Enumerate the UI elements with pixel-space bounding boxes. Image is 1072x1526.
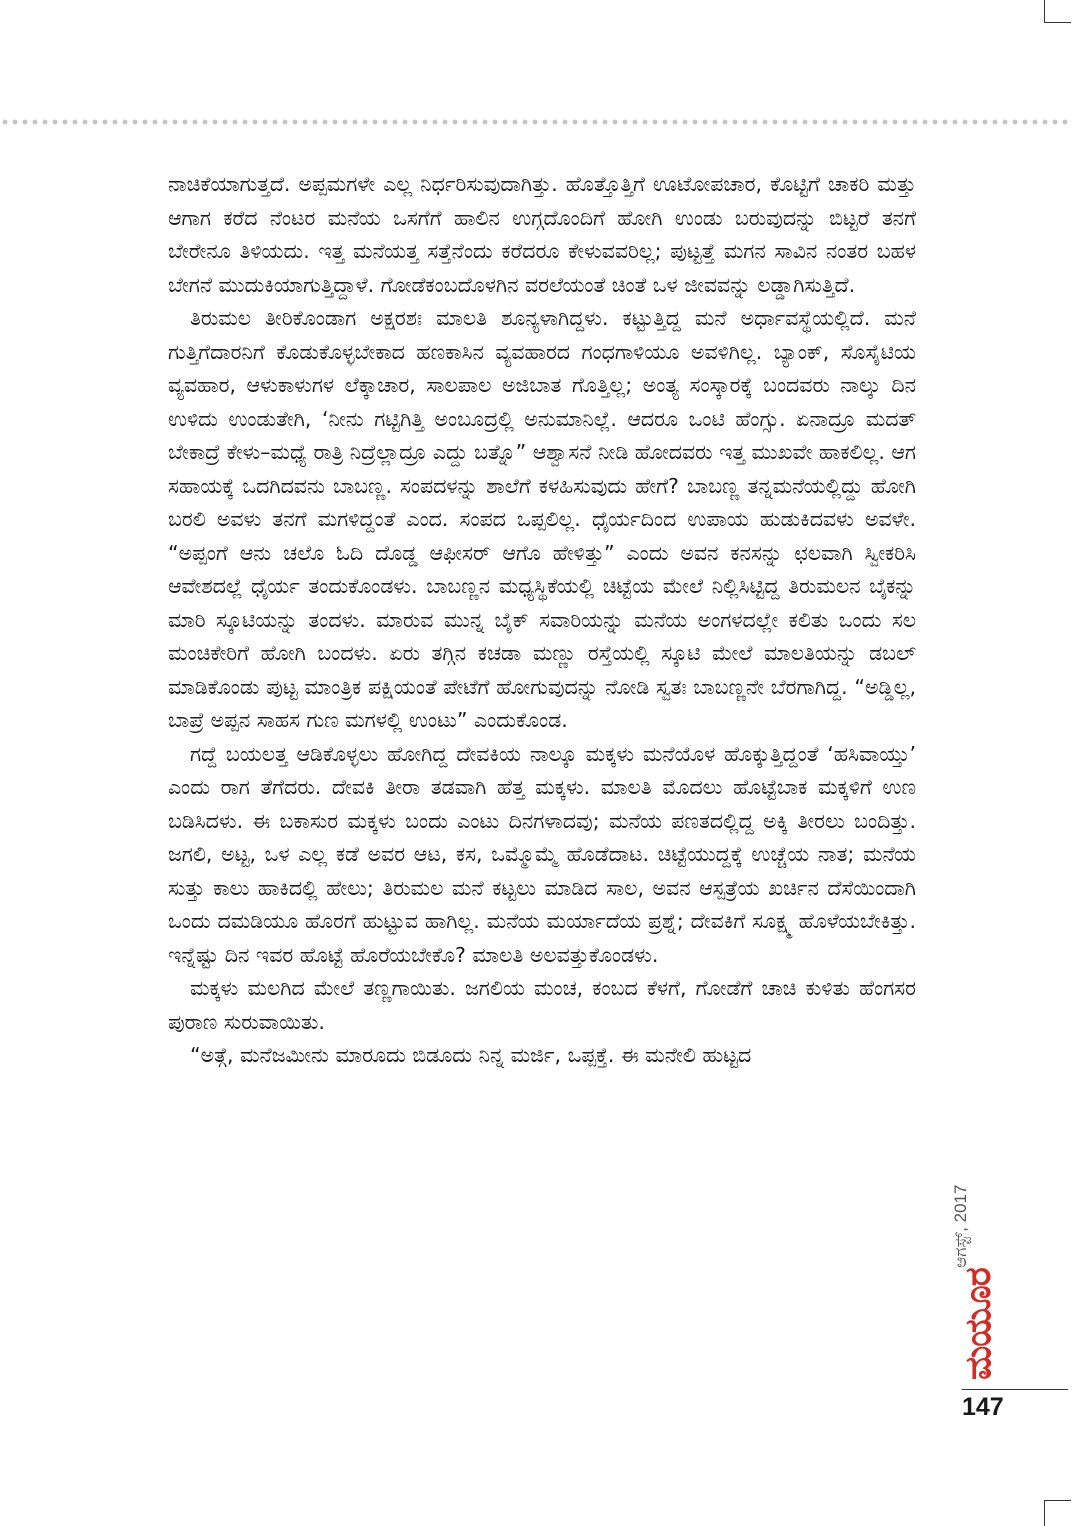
paragraph-1: ನಾಚಿಕೆಯಾಗುತ್ತದೆ. ಅಪ್ಪಮಗಳೇ ಎಲ್ಲ ನಿರ್ಧರಿಸುವುದಾಗಿತ್ತು. ಹೊತ್ತೊತ್ತಿಗೆ ಊಟೋಪಚಾರ, ಕೊಟ್ಟಿಗೆ ಚಾಕರಿ ಮತ್ತು ಆಗಾಗ ಕರೆದ ನೆಂಟರ ಮನೆಯ ಒಸಗೆಗೆ ಹಾಲಿನ ಉಗ್ಗದೊಂದಿಗೆ ಹೋಗಿ ಉಂಡು ಬರುವುದನ್ನು ಬಿಟ್ಟರೆ ತನಗೆ ಬೇರೇನೂ ತಿಳಿಯದು. ಇತ್ತ ಮನೆಯತ್ತ ಸತ್ತೆನೆಂದು ಕರೆದರೂ ಕೇಳುವವರಿಲ್ಲ; ಪುಟ್ಟತ್ತೆ ಮಗನ ಸಾವಿನ ನಂತರ ಬಹಳ ಬೇಗನೆ ಮುದುಕಿಯಾಗುತ್ತಿದ್ದಾಳೆ. ಗೋಡೆಕಂಬದೊಳಗಿನ ವರಲೆಯಂತೆ ಚಿಂತೆ ಒಳ ಜೀವವನ್ನು ಲಡ್ಡಾಗಿಸುತ್ತಿದೆ. xyxy=(168,172,916,297)
paragraph-4: ಮಕ್ಕಳು ಮಲಗಿದ ಮೇಲೆ ತಣ್ಣಗಾಯಿತು. ಜಗಲಿಯ ಮಂಚ, ಕಂಬದ ಕೆಳಗೆ, ಗೋಡೆಗೆ ಚಾಚಿ ಕುಳಿತು ಹೆಂಗಸರ ಪುರಾಣ ಸುರುವಾಯಿತು. xyxy=(168,976,916,1034)
paragraph-5: “ಅತ್ಗೆ, ಮನೆಜಮೀನು ಮಾರೂದು ಬಿಡೂದು ನಿನ್ನ ಮರ್ಜಿ, ಒಪ್ಪಕ್ತೆ. ಈ ಮನೇಲಿ ಹುಟ್ಟದ xyxy=(190,1043,752,1067)
paragraph-3: ಗದ್ದೆ ಬಯಲತ್ತ ಆಡಿಕೊಳ್ಳಲು ಹೋಗಿದ್ದ ದೇವಕಿಯ ನಾಲ್ಕೂ ಮಕ್ಕಳು ಮನೆಯೊಳ ಹೊಕ್ಕುತ್ತಿದ್ದಂತೆ ‘ಹಸಿವಾಯ್ತು’ ಎಂದು ರಾಗ ತೆಗೆದರು. ದೇವಕಿ ತೀರಾ ತಡವಾಗಿ ಹೆತ್ತ ಮಕ್ಕಳು. ಮಾಲತಿ ಮೊದಲು ಹೊಟ್ಟೆಬಾಕ ಮಕ್ಕಳಿಗೆ ಉಣ ಬಡಿಸಿದಳು. ಈ ಬಕಾಸುರ ಮಕ್ಕಳು ಬಂದು ಎಂಟು ದಿನಗಳಾದವು; ಮನೆಯ ಪಣತದಲ್ಲಿದ್ದ ಅಕ್ಕಿ ತೀರಲು ಬಂದಿತ್ತು. ಜಗಲಿ, ಅಟ್ಟ, ಒಳ ಎಲ್ಲ ಕಡೆ ಅವರ ಆಟ, ಕಸ, ಒಮ್ಮೊಮ್ಮೆ ಹೊಡೆದಾಟ. ಚಿಟ್ಟೆಯುದ್ದಕ್ಕೆ ಉಚ್ಚೆಯ ನಾತ; ಮನೆಯ ಸುತ್ತು ಕಾಲು ಹಾಕಿದಲ್ಲಿ ಹೇಲು; ತಿರುಮಲ ಮನೆ ಕಟ್ಟಲು ಮಾಡಿದ ಸಾಲ, ಅವನ ಆಸ್ಪತ್ರೆಯ ಖರ್ಚಿನ ದೆಸೆಯಿಂದಾಗಿ ಒಂದು ದಮಡಿಯೂ ಹೊರಗೆ ಹುಟ್ಟುವ ಹಾಗಿಲ್ಲ. ಮನೆಯ ಮರ್ಯಾದೆಯ ಪ್ರಶ್ನೆ; ದೇವಕಿಗೆ ಸೂಕ್ಷ್ಮ ಹೊಳೆಯಬೇಕಿತ್ತು. ಇನ್ನೆಷ್ಟು ದಿನ ಇವರ ಹೊಟ್ಟೆ ಹೊರೆಯಬೇಕೊ? ಮಾಲತಿ ಅಲವತ್ತುಕೊಂಡಳು. xyxy=(168,741,916,967)
page-number-rule xyxy=(962,1389,1068,1390)
crop-mark-top xyxy=(1044,0,1071,23)
page-number: 147 xyxy=(962,1393,1004,1421)
dotted-header-rule xyxy=(0,117,1072,127)
paragraph-2: ತಿರುಮಲ ತೀರಿಕೊಂಡಾಗ ಅಕ್ಷರಶಃ ಮಾಲತಿ ಶೂನ್ಯಳಾಗಿದ್ದಳು. ಕಟ್ಟುತ್ತಿದ್ದ ಮನೆ ಅರ್ಧಾವಸ್ಥೆಯಲ್ಲಿದೆ. ಮನೆ ಗುತ್ತಿಗೆದಾರನಿಗೆ ಕೊಡುಕೊಳ್ಳಬೇಕಾದ ಹಣಕಾಸಿನ ವ್ಯವಹಾರದ ಗಂಧಗಾಳಿಯೂ ಅವಳಿಗಿಲ್ಲ. ಬ್ಯಾಂಕ್, ಸೊಸೈಟಿಯ ವ್ಯವಹಾರ, ಆಳುಕಾಳುಗಳ ಲೆಕ್ಕಾಚಾರ, ಸಾಲಪಾಲ ಅಜಿಬಾತ ಗೊತ್ತಿಲ್ಲ; ಅಂತ್ಯ ಸಂಸ್ಕಾರಕ್ಕೆ ಬಂದವರು ನಾಲ್ಕು ದಿನ ಉಳಿದು ಉಂಡುತೇಗಿ, ‘ನೀನು ಗಟ್ಟಿಗಿತ್ತಿ ಅಂಬೂದ್ರಲ್ಲಿ ಅನುಮಾನಿಲ್ಲೆ. ಆದರೂ ಒಂಟಿ ಹೆಂಗ್ಸು. ಏನಾದ್ರೂ ಮದತ್ ಬೇಕಾದ್ರೆ ಕೇಳು–ಮಧ್ಯೆ ರಾತ್ರಿ ನಿದ್ರೆಲ್ಲಾದ್ರೂ ಎದ್ದು ಬತ್ನೊ” ಆಶ್ವಾಸನೆ ನೀಡಿ ಹೋದವರು ಇತ್ತ ಮುಖವೇ ಹಾಕಲಿಲ್ಲ. ಆಗ ಸಹಾಯಕ್ಕೆ ಒದಗಿದವನು ಬಾಬಣ್ಣ. ಸಂಪದಳನ್ನು ಶಾಲೆಗೆ ಕಳಹಿಸುವುದು ಹೇಗೆ? ಬಾಬಣ್ಣ ತನ್ನಮನೆಯಲ್ಲಿದ್ದು ಹೋಗಿ ಬರಲಿ ಅವಳು ತನಗೆ ಮಗಳಿದ್ದಂತೆ ಎಂದ. ಸಂಪದ ಒಪ್ಪಲಿಲ್ಲ. ಧೈರ್ಯದಿಂದ ಉಪಾಯ ಹುಡುಕಿದವಳು ಅವಳೇ. “ಅಪ್ಪಂಗೆ ಆನು ಚಲೊ ಓದಿ ದೊಡ್ಡ ಆಫೀಸರ್ ಆಗೊ ಹೇಳಿತ್ತು” ಎಂದು ಅವನ ಕನಸನ್ನು ಛಲವಾಗಿ ಸ್ವೀಕರಿಸಿ ಆವೇಶದಲ್ಲೆ ಧೈರ್ಯ ತಂದುಕೊಂಡಳು. ಬಾಬಣ್ಣನ ಮಧ್ಯಸ್ಥಿಕೆಯಲ್ಲಿ ಚಿಟ್ಟೆಯ ಮೇಲೆ ನಿಲ್ಲಿಸಿಟ್ಟಿದ್ದ ತಿರುಮಲನ ಬೈಕನ್ನು ಮಾರಿ ಸ್ಕೂಟಿಯನ್ನು ತಂದಳು. ಮಾರುವ ಮುನ್ನ ಬೈಕ್ ಸವಾರಿಯನ್ನು ಮನೆಯ ಅಂಗಳದಲ್ಲೇ ಕಲಿತು ಒಂದು ಸಲ ಮಂಚಿಕೇರಿಗೆ ಹೋಗಿ ಬಂದಳು. ಏರು ತಗ್ಗಿನ ಕಚಡಾ ಮಣ್ಣು ರಸ್ತೆಯಲ್ಲಿ ಸ್ಕೂಟಿ ಮೇಲೆ ಮಾಲತಿಯನ್ನು ಡಬಲ್ ಮಾಡಿಕೊಂಡು ಪುಟ್ಟ ಮಾಂತ್ರಿಕ ಪಕ್ಷಿಯಂತೆ ಪೇಟೆಗೆ ಹೋಗುವುದನ್ನು ನೋಡಿ ಸ್ವತಃ ಬಾಬಣ್ಣನೇ ಬೆರಗಾಗಿದ್ದ. “ಅಡ್ಡಿಲ್ಲ, ಬಾಪ್ರೆ ಅಪ್ಪನ ಸಾಹಸ ಗುಣ ಮಗಳಲ್ಲಿ ಉಂಟು” ಎಂದುಕೊಂಡ. xyxy=(168,306,916,732)
magazine-logo: ಮಯೂರ xyxy=(958,1268,999,1380)
crop-mark-bottom xyxy=(1044,1500,1071,1526)
issue-date: ಆಗಸ್ಟ್, 2017 xyxy=(951,1184,970,1268)
article-body xyxy=(168,168,916,1073)
